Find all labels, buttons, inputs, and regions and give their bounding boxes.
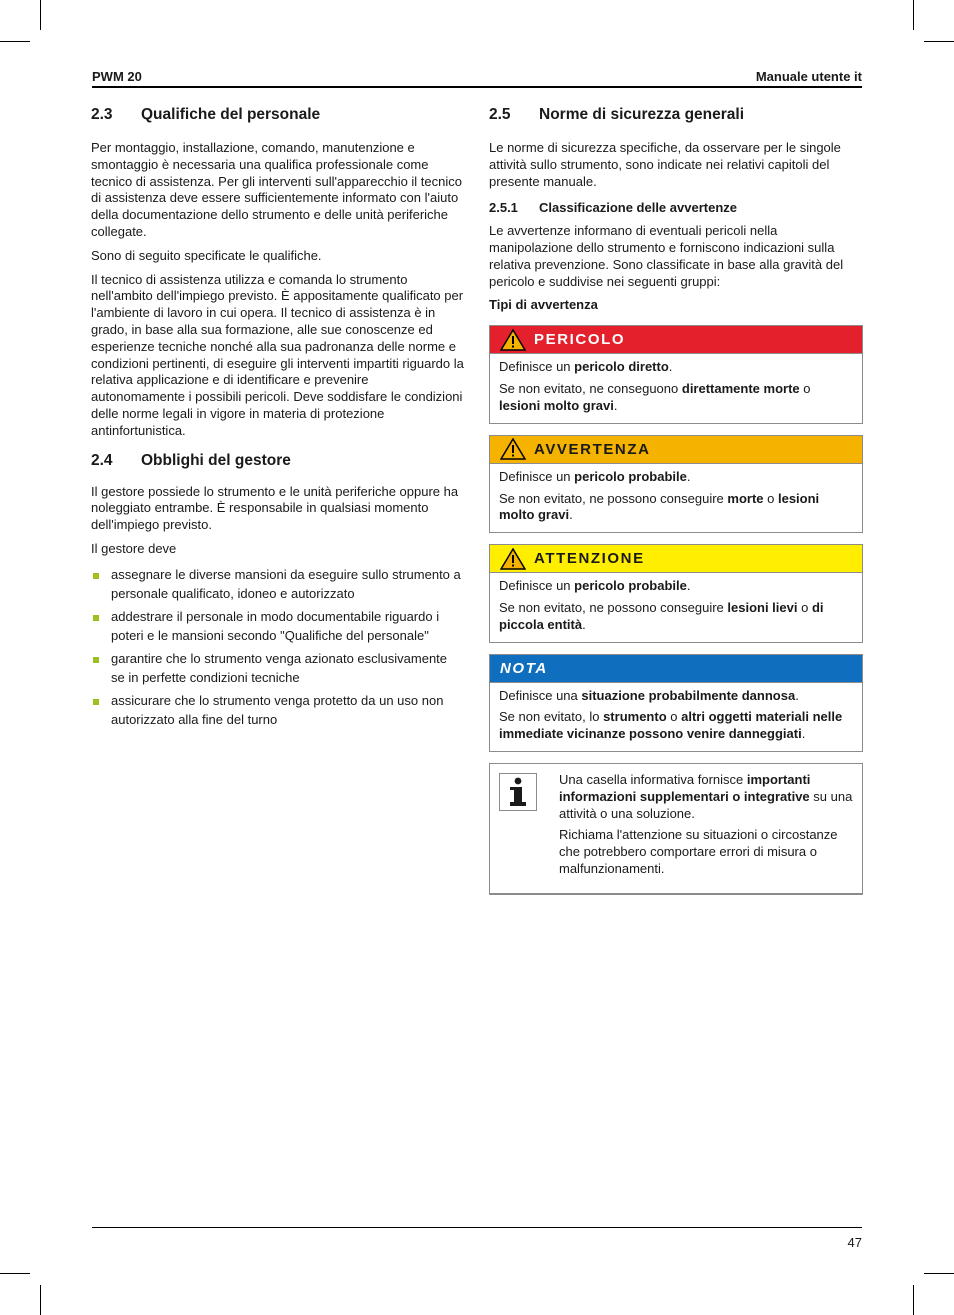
- caution-consequence: Se non evitato, ne possono conseguire lesioni lievi o di piccola entità.: [499, 599, 824, 632]
- section-number: 2.4: [91, 451, 113, 469]
- notice-header: [490, 655, 862, 683]
- bullet-list: [91, 565, 464, 729]
- paragraph: Sono di seguito specificate le qualifiche.: [91, 247, 322, 263]
- caution-definition: Definisce un pericolo probabile.: [499, 578, 691, 594]
- crop-mark: [924, 1273, 954, 1274]
- section-title: Obblighi del gestore: [141, 451, 291, 469]
- list-item-text: addestrare il personale in modo documentabile riguardo i poteri e le mansioni secondo "Qualifiche del personale": [111, 608, 440, 643]
- crop-mark: [913, 0, 914, 30]
- left-column: [91, 106, 464, 733]
- notice-consequence: Se non evitato, lo strumento o altri oggetti materiali nelle immediate vicinanze possono venire danneggiati.: [499, 709, 843, 742]
- bullet-icon: [93, 573, 99, 579]
- caution-box: [489, 544, 863, 642]
- bullet-icon: [93, 699, 99, 705]
- info-box: [489, 763, 863, 895]
- section-heading: [91, 452, 464, 470]
- danger-box: [489, 325, 863, 423]
- section-title: Norme di sicurezza generali: [539, 106, 745, 123]
- warning-label: AVVERTENZA: [534, 440, 651, 458]
- list-item: [91, 607, 464, 645]
- subsection-heading: [489, 200, 863, 215]
- info-text: Richiama l'attenzione su situazioni o circostanze che potrebbero comportare errori di misura o malfunzionamenti.: [559, 827, 838, 876]
- caution-header: [490, 545, 862, 573]
- notice-definition: Definisce una situazione probabilmente dannosa.: [499, 687, 799, 703]
- crop-mark: [0, 1273, 30, 1274]
- danger-definition: Definisce un pericolo diretto.: [499, 359, 673, 375]
- crop-mark: [0, 41, 30, 42]
- notice-box: [489, 654, 863, 752]
- section-heading: [489, 106, 863, 124]
- list-item-text: garantire che lo strumento venga azionato esclusivamente se in perfette condizioni tecniche: [111, 650, 448, 685]
- list-item-text: assicurare che lo strumento venga protetto da un uso non autorizzato alla fine del turno: [111, 692, 444, 727]
- warning-consequence: Se non evitato, ne possono conseguire morte o lesioni molto gravi.: [499, 490, 820, 523]
- warning-triangle-icon: [500, 438, 526, 460]
- page-header: [92, 69, 862, 87]
- subsection-number: 2.5.1: [489, 200, 518, 216]
- list-item: [91, 565, 464, 603]
- danger-header: [490, 326, 862, 354]
- crop-mark: [40, 1285, 41, 1315]
- header-rule: [92, 86, 862, 88]
- warning-definition: Definisce un pericolo probabile.: [499, 468, 691, 484]
- info-icon: [499, 773, 537, 811]
- section-title: Qualifiche del personale: [141, 106, 321, 123]
- types-heading: Tipi di avvertenza: [489, 296, 598, 312]
- warning-header: [490, 436, 862, 464]
- bullet-icon: [93, 615, 99, 621]
- right-column: [489, 106, 863, 895]
- danger-label: PERICOLO: [534, 331, 626, 349]
- warning-triangle-icon: [500, 329, 526, 351]
- notice-label: NOTA: [500, 659, 548, 677]
- paragraph: Il tecnico di assistenza utilizza e comanda lo strumento nell'ambito dell'impiego previsto. È appositamente qualificato per l'ambiente di lavoro in cui opera. Il tecnico di assistenza è in grado, in base alla sua formazione, alle sue conoscenze ed esperienze tecniche nonché alla sua padronanza delle norme e condizioni pertinenti, di eseguire gli interventi impartiti riguardo la relativa applicazione e di identificare e prevenire autonomamente i possibili pericoli. Deve soddisfare le condizioni delle norme legali in vigore in materia di protezione antinfortunistica.: [91, 271, 464, 438]
- page-number: 47: [847, 1235, 862, 1250]
- subsection-title: Classificazione delle avvertenze: [539, 200, 737, 216]
- section-number: 2.5: [489, 106, 511, 123]
- list-item: [91, 691, 464, 729]
- warning-box: [489, 435, 863, 533]
- manual-title: Manuale utente it: [755, 69, 862, 84]
- paragraph: Le avvertenze informano di eventuali pericoli nella manipolazione dello strumento e forniscono indicazioni sulla relativa prevenzione. Sono classificate in base alla gravità del pericolo e suddivise nei seguenti gruppi:: [489, 223, 844, 289]
- section-number: 2.3: [91, 106, 113, 123]
- paragraph: Le norme di sicurezza specifiche, da osservare per le singole attività sullo strumento, sono indicate nei relativi capitoli del presente manuale.: [489, 140, 841, 189]
- paragraph: Il gestore possiede lo strumento e le unità periferiche oppure ha noleggiato entrambe. È responsabile in qualsiasi momento dell'impiego previsto.: [91, 483, 459, 533]
- crop-mark: [40, 0, 41, 30]
- list-item-text: assegnare le diverse mansioni da eseguire sullo strumento a personale qualificato, idoneo e autorizzato: [111, 566, 461, 601]
- crop-mark: [913, 1285, 914, 1315]
- danger-consequence: Se non evitato, ne conseguono direttamente morte o lesioni molto gravi.: [499, 381, 811, 413]
- list-item: [91, 649, 464, 687]
- product-name: PWM 20: [92, 69, 142, 84]
- warning-triangle-icon: [500, 548, 526, 570]
- paragraph: Il gestore deve: [91, 540, 177, 556]
- caution-label: ATTENZIONE: [534, 550, 645, 568]
- paragraph: Per montaggio, installazione, comando, manutenzione e smontaggio è necessaria una qualifica professionale come tecnico di assistenza. Per gli interventi sull'apparecchio il tecnico di assistenza deve essere sufficientemente informato con l'aiuto della documentazione dello strumento e delle unità periferiche collegate.: [91, 140, 463, 239]
- footer-rule: [92, 1227, 862, 1228]
- section-heading: [91, 106, 464, 124]
- info-text: Una casella informativa fornisce importanti informazioni supplementari o integrative su una attività o una soluzione.: [559, 771, 853, 821]
- crop-mark: [924, 41, 954, 42]
- bullet-icon: [93, 657, 99, 663]
